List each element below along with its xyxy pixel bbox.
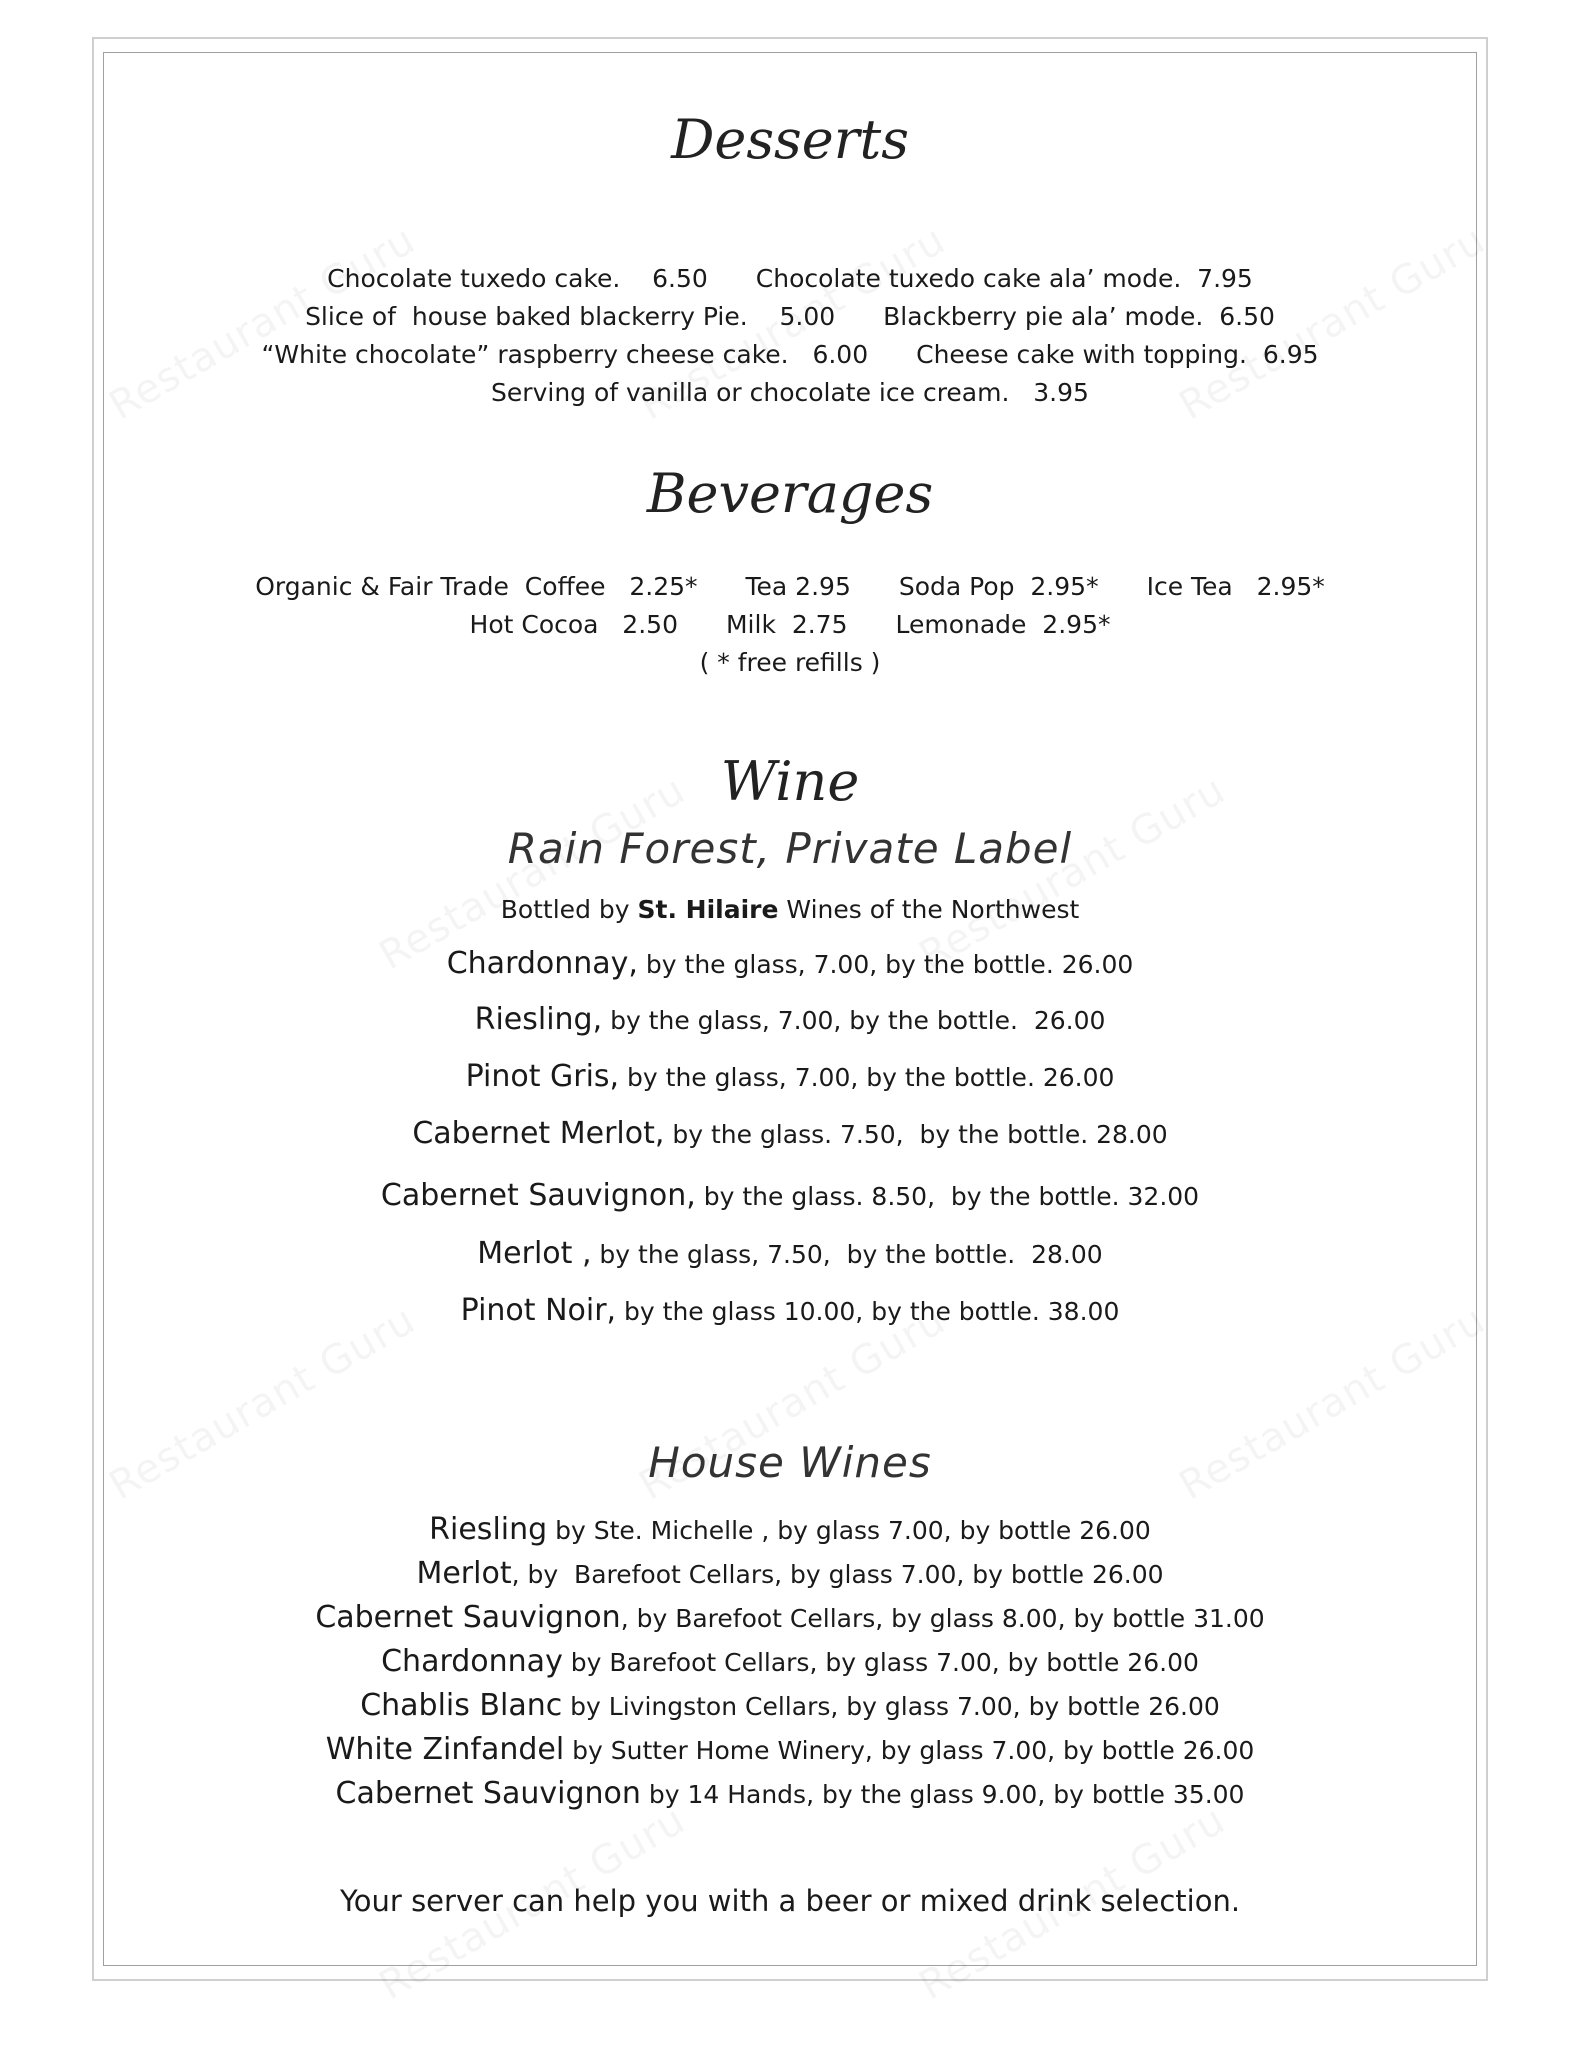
beverage-item: Soda Pop 2.95* [898,572,1099,601]
wine-item [103,1236,1477,1271]
wine-item [103,1178,1477,1213]
private-label-title: Rain Forest, Private Label [507,824,1073,873]
beverage-item: Tea 2.95 [745,572,851,601]
beverage-row [103,572,1477,601]
wine-detail: , by Barefoot Cellars, by glass 8.00, by bottle 31.00 [620,1604,1265,1633]
dessert-row [103,302,1477,331]
bottled-brand: St. Hilaire [637,895,779,924]
wine-item [103,1059,1477,1094]
wine-detail: by the glass, 7.00, by the bottle. 26.00 [619,1063,1115,1092]
dessert-item: Blackberry pie ala’ mode. 6.50 [883,302,1275,331]
wine-detail: by Sutter Home Winery, by glass 7.00, by bottle 26.00 [564,1736,1255,1765]
wine-detail: by the glass, 7.00, by the bottle. 26.00 [602,1006,1106,1035]
wine-detail: by the glass. 7.50, by the bottle. 28.00 [664,1120,1168,1149]
beverage-item: Organic & Fair Trade Coffee 2.25* [255,572,698,601]
house-wines-title: House Wines [648,1438,932,1487]
house-wine-item [103,1556,1477,1591]
house-wine-item [103,1776,1477,1811]
dessert-row [103,378,1477,407]
wine-detail: by the glass, 7.00, by the bottle. 26.00 [637,950,1134,979]
house-wine-item [103,1688,1477,1723]
house-wine-item [103,1732,1477,1767]
dessert-item: Serving of vanilla or chocolate ice cream. 3.95 [491,378,1089,407]
dessert-row [103,340,1477,369]
wine-detail: by the glass. 8.50, by the bottle. 32.00 [695,1182,1200,1211]
dessert-item: Slice of house baked blackerry Pie. 5.00 [305,302,836,331]
wine-detail: by Barefoot Cellars, by glass 7.00, by bottle 26.00 [562,1648,1199,1677]
wine-name: Riesling, [474,1002,603,1037]
wine-item [103,1002,1477,1037]
bottled-prefix: Bottled by [500,895,638,924]
wine-detail: by 14 Hands, by the glass 9.00, by bottle 35.00 [640,1780,1245,1809]
dessert-item: Cheese cake with topping. 6.95 [916,340,1319,369]
wine-item [103,1116,1477,1151]
wine-name: Cabernet Merlot, [412,1116,665,1151]
wine-detail: by the glass 10.00, by the bottle. 38.00 [616,1297,1120,1326]
wine-name: Riesling [429,1512,548,1547]
bottled-suffix: Wines of the Northwest [778,895,1080,924]
beverage-item: Milk 2.75 [725,610,848,639]
wine-detail: by Ste. Michelle , by glass 7.00, by bottle 26.00 [547,1516,1151,1545]
wine-title: Wine [720,750,860,813]
wine-item [103,946,1477,981]
wine-detail: , by Barefoot Cellars, by glass 7.00, by bottle 26.00 [511,1560,1164,1589]
beverage-item: Lemonade 2.95* [895,610,1111,639]
wine-name: Chablis Blanc [360,1688,563,1723]
beverage-item: Ice Tea 2.95* [1146,572,1325,601]
desserts-title: Desserts [671,108,909,171]
wine-name: Merlot , [477,1236,592,1271]
beverage-row [103,610,1477,639]
dessert-item: “White chocolate” raspberry cheese cake. 6.00 [261,340,869,369]
dessert-item: Chocolate tuxedo cake. 6.50 [327,264,708,293]
wine-name: Chardonnay, [446,946,638,981]
wine-name: Pinot Gris, [465,1059,620,1094]
beverages-title: Beverages [646,462,934,525]
free-refills-note: ( * free refills ) [699,648,881,677]
beverage-item: Hot Cocoa 2.50 [469,610,678,639]
wine-name: Cabernet Sauvignon [315,1600,621,1635]
wine-name: Cabernet Sauvignon [335,1776,641,1811]
house-wine-item [103,1512,1477,1547]
wine-detail: by the glass, 7.50, by the bottle. 28.00 [591,1240,1103,1269]
house-wine-item [103,1600,1477,1635]
dessert-row [103,264,1477,293]
house-wine-item [103,1644,1477,1679]
wine-name: Merlot [416,1556,512,1591]
wine-name: White Zinfandel [325,1732,565,1767]
bottled-by-line [103,895,1477,924]
footer-note: Your server can help you with a beer or mixed drink selection. [339,1884,1241,1918]
wine-name: Cabernet Sauvignon, [380,1178,696,1213]
wine-detail: by Livingston Cellars, by glass 7.00, by bottle 26.00 [562,1692,1220,1721]
wine-name: Chardonnay [381,1644,563,1679]
wine-name: Pinot Noir, [460,1293,617,1328]
dessert-item: Chocolate tuxedo cake ala’ mode. 7.95 [755,264,1253,293]
wine-item [103,1293,1477,1328]
